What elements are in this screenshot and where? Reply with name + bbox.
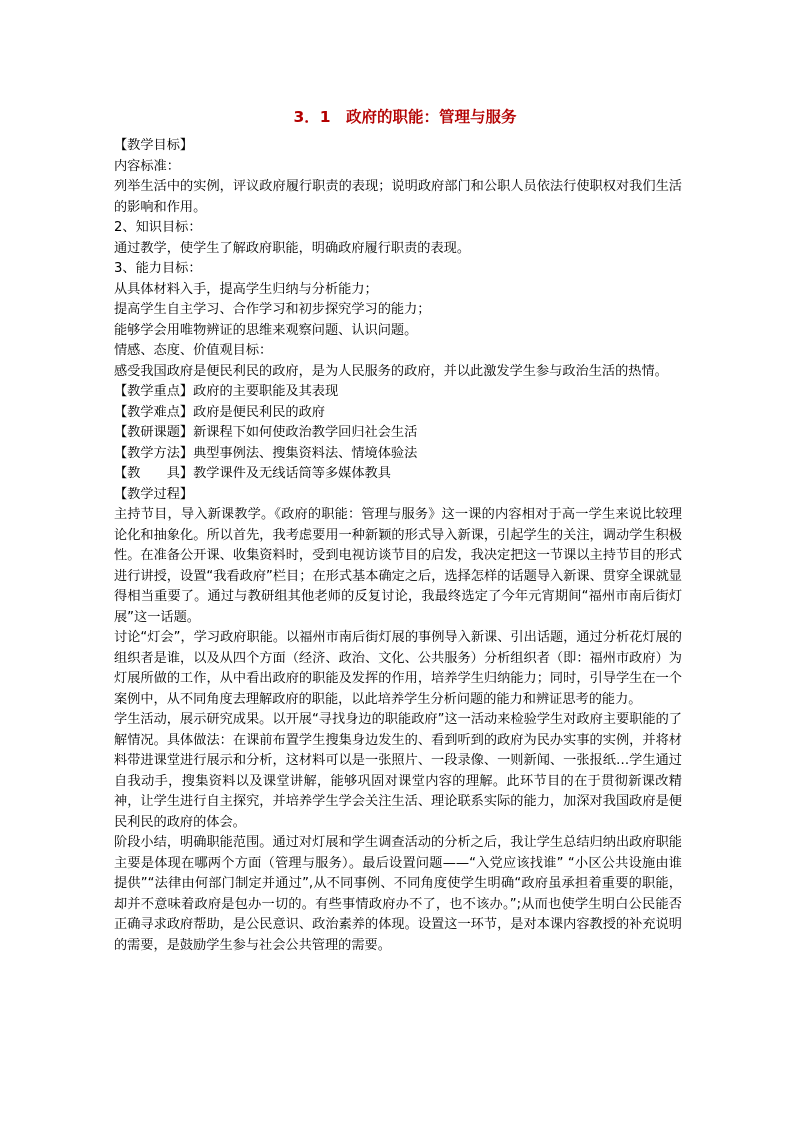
knowledge-text: 通过教学，使学生了解政府职能，明确政府履行职责的表现。 xyxy=(114,240,471,256)
ability-item: 提高学生自主学习、合作学习和初步探究学习的能力； xyxy=(114,302,431,317)
emotion-text: 感受我国政府是便民利民的政府，是为人民服务的政府，并以此激发学生参与政治生活的热情。 xyxy=(114,363,668,379)
ability-label: 3、能力目标： xyxy=(114,261,202,276)
key-point-text: 教学课件及无线话筒等多媒体教具 xyxy=(193,466,391,481)
process-paragraph: 主持节目，导入新课教学。《政府的职能：管理与服务》这一课的内容相对于高一学生来说比较理论化和抽象化。所以首先，我考虑要用一种新颖的形式导入新课，引起学生的关注，调动学生积极性。在准备公开课、收集资料时，受到电视访谈节目的启发，我决定把这一节课以主持节目的形式进行讲授，设置“我看政府”栏目；在形式基本确定之后，选择怎样的话题导入新课、贯穿全课就显得相当重要了。通过与教研组其他老师的反复讨论，我最终选定了今年元宵期间“福州市南后街灯展”这一话题。 xyxy=(114,507,682,625)
key-point-text: 政府是便民利民的政府 xyxy=(193,404,325,420)
process-paragraph: 学生活动，展示研究成果。以开展“寻找身边的职能政府”这一活动来检验学生对政府主要职能的了解情况。具体做法：在课前布置学生搜集身边发生的、看到听到的政府为民办实事的实例，并将材料带进课堂进行展示和分析，这材料可以是一张照片、一段录像、一则新闻、一张报纸…学生通过自我动手，搜集资料以及课堂讲解，能够巩固对课堂内容的理解。此环节目的在于贯彻新课改精神，让学生进行自主探究，并培养学生学会关注生活、理论联系实际的能力，加深对我国政府是便民利民的政府的体会。 xyxy=(114,712,682,830)
key-point-label: 【教学方法】 xyxy=(114,445,194,461)
process-paragraph: 阶段小结，明确职能范围。通过对灯展和学生调查活动的分析之后，我让学生总结归纳出政府职能主要是体现在哪两个方面（管理与服务）。最后设置问题——“入党应该找谁” “小区公共设施由谁提供”“法律由何部门制定并通过”,从不同事例、不同角度使学生明确“政府虽承担着重要的职能，却并不意味着政府是包办一切的。有些事情政府办不了，也不该办。”;从而也使学生明白公民能否正确寻求政府帮助，是公民意识、政治素养的体现。设置这一环节，是对本课内容教授的补充说明的需要，是鼓励学生参与社会公共管理的需要。 xyxy=(114,835,682,953)
page-title: 3．1 政府的职能：管理与服务 xyxy=(293,108,517,126)
content-standard-label: 内容标准： xyxy=(114,158,180,174)
key-point-label: 【教研课题】 xyxy=(114,425,194,440)
ability-item: 能够学会用唯物辨证的思维来观察问题、认识问题。 xyxy=(114,322,418,338)
key-point-label: 【教学重点】 xyxy=(114,384,194,399)
process-paragraph: 讨论“灯会”，学习政府职能。以福州市南后街灯展的事例导入新课、引出话题，通过分析花灯展的组织者是谁，以及从四个方面（经济、政治、文化、公共服务）分析组织者（即：福州市政府）为灯展所做的工作，从中看出政府的职能及发挥的作用，培养学生归纳能力；同时，引导学生在一个案例中，从不同角度去理解政府的职能，以此培养学生分析问题的能力和辨证思考的能力。 xyxy=(114,630,682,707)
key-point-label: 【教学难点】 xyxy=(114,404,194,420)
key-point-label: 【教 具】 xyxy=(114,466,194,481)
key-point-row xyxy=(114,403,682,424)
key-point-row xyxy=(114,382,682,403)
key-point-row xyxy=(114,444,682,465)
content-standard-text: 列举生活中的实例，评议政府履行职责的表现；说明政府部门和公职人员依法行使职权对我们生活的影响和作用。 xyxy=(114,179,682,215)
key-point-text: 新课程下如何使政治教学回归社会生活 xyxy=(193,425,418,440)
ability-item: 从具体材料入手，提高学生归纳与分析能力； xyxy=(114,281,378,297)
knowledge-label: 2、知识目标： xyxy=(114,220,202,235)
process-header: 【教学过程】 xyxy=(114,486,194,502)
document-page xyxy=(114,104,682,956)
emotion-label: 情感、态度、价值观目标： xyxy=(114,343,273,358)
goal-header: 【教学目标】 xyxy=(114,138,194,153)
key-point-text: 政府的主要职能及其表现 xyxy=(193,384,339,399)
key-point-text: 典型事例法、搜集资料法、情境体验法 xyxy=(193,445,418,461)
key-point-row xyxy=(114,423,682,444)
key-point-row xyxy=(114,464,682,485)
